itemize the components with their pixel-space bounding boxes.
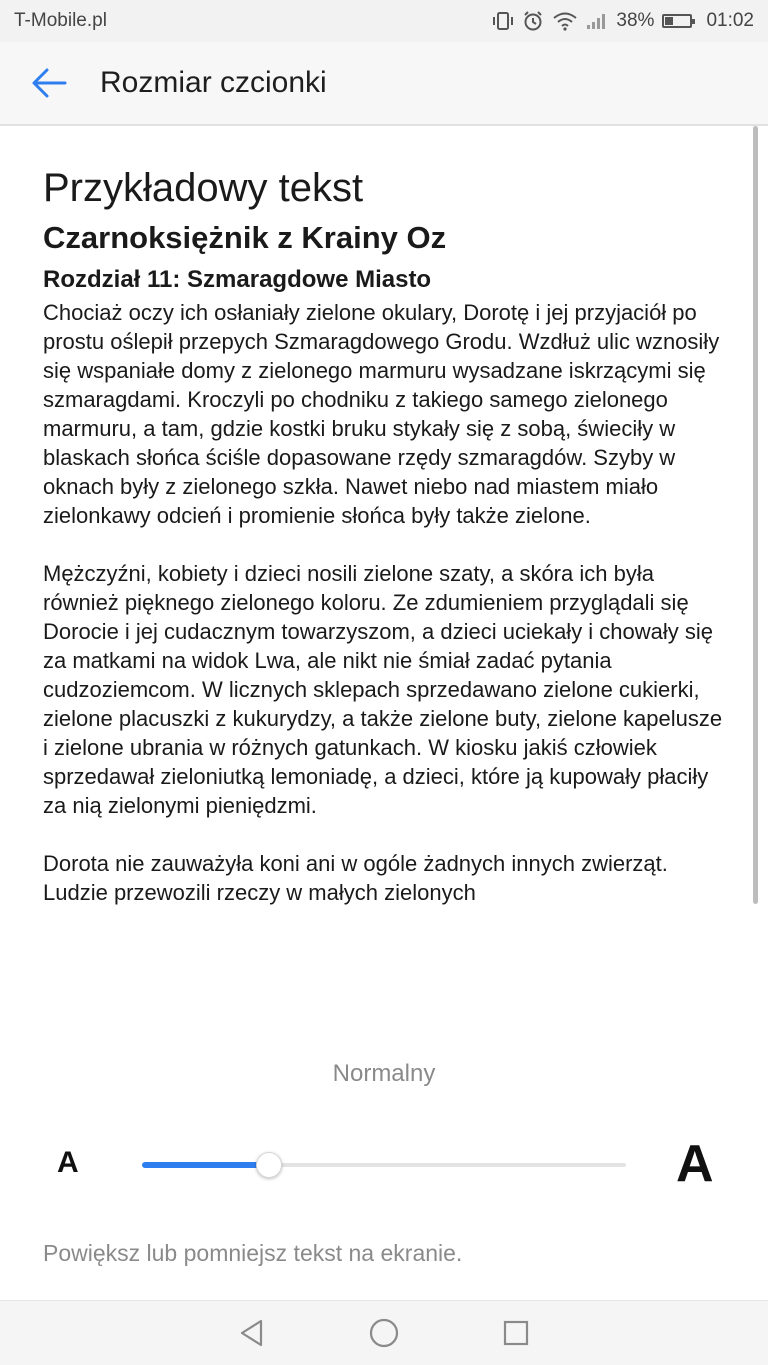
preview-heading: Przykładowy tekst: [43, 166, 364, 210]
home-circle-icon: [368, 1317, 400, 1349]
battery-percent: 38%: [616, 10, 655, 31]
scrollbar[interactable]: [753, 126, 758, 904]
nav-recents-button[interactable]: [496, 1313, 536, 1353]
large-font-glyph: A: [676, 1135, 714, 1193]
chapter-title: Rozdział 11: Szmaragdowe Miasto: [43, 266, 432, 293]
back-triangle-icon: [237, 1318, 267, 1348]
preview-paragraph: Dorota nie zauważyła koni ani w ogóle żadnych innych zwierząt. Ludzie przewozili rzeczy w małych zielonych: [43, 851, 668, 905]
preview-paragraph: Chociaż oczy ich osłaniały zielone okulary, Dorotę i jej przyjaciół po prostu oślepił przepych Szmaragdowego Grodu. Wzdłuż ulic wznosiły się wspaniałe domy z zielonego marmuru wysadzane iskrzącymi się szmaragdami. Kroczyli po chodniku z takiego samego zielonego marmuru, a tam, gdzie kostki bruku stykały się z sobą, świeciły w blaskach słońca ściśle dopasowane rzędy szmaragdów. Szyby w oknach były z zielonego szkła. Nawet niebo nad miastem miało zielonkawy odcień i promienie słońca były także zielone.: [43, 300, 720, 528]
vibrate-icon: [492, 11, 514, 31]
page-title: Rozmiar czcionki: [100, 66, 327, 99]
preview-paragraph: Mężczyźni, kobiety i dzieci nosili zielone szaty, a skóra ich była również pięknego zielonego koloru. Ze zdumieniem przyglądali się Dorocie i jej cudacznym towarzyszom, a dzieci uciekały i chowały się za matkami na widok Lwa, ale nikt nie śmiał zadać pytania cudzoziemcom. W licznych sklepach sprzedawano zielone cukierki, zielone placuszki z kukurydzy, a także zielone buty, zielone kapelusze i zielone ubrania w różnych gatunkach. W kiosku jakiś człowiek sprzedawał zieloniutką lemoniadę, a dzieci, które ją kupowały płaciły za nią zielonymi pieniędzmi.: [43, 561, 723, 818]
recents-square-icon: [502, 1319, 530, 1347]
font-preview[interactable]: [0, 126, 768, 992]
back-button[interactable]: [19, 53, 79, 113]
slider-thumb[interactable]: [256, 1152, 282, 1178]
wifi-icon: [552, 11, 578, 31]
book-title: Czarnoksiężnik z Krainy Oz: [43, 220, 447, 255]
nav-back-button[interactable]: [232, 1313, 272, 1353]
slider-fill: [142, 1162, 268, 1168]
clock: 01:02: [706, 10, 754, 31]
small-font-glyph: A: [57, 1146, 79, 1179]
carrier-name: T-Mobile.pl: [14, 10, 107, 31]
battery-icon: [662, 14, 692, 28]
nav-home-button[interactable]: [364, 1313, 404, 1353]
status-bar: [0, 0, 768, 42]
navigation-bar: [0, 1300, 768, 1365]
arrow-left-icon: [31, 67, 67, 99]
app-bar: [0, 42, 768, 126]
alarm-icon: [522, 10, 544, 32]
signal-icon: [586, 12, 608, 30]
hint-text: Powiększ lub pomniejsz tekst na ekranie.: [43, 1240, 463, 1266]
status-icons: [492, 10, 754, 32]
font-size-slider[interactable]: [142, 1150, 626, 1180]
font-size-label: Normalny: [332, 1060, 436, 1087]
